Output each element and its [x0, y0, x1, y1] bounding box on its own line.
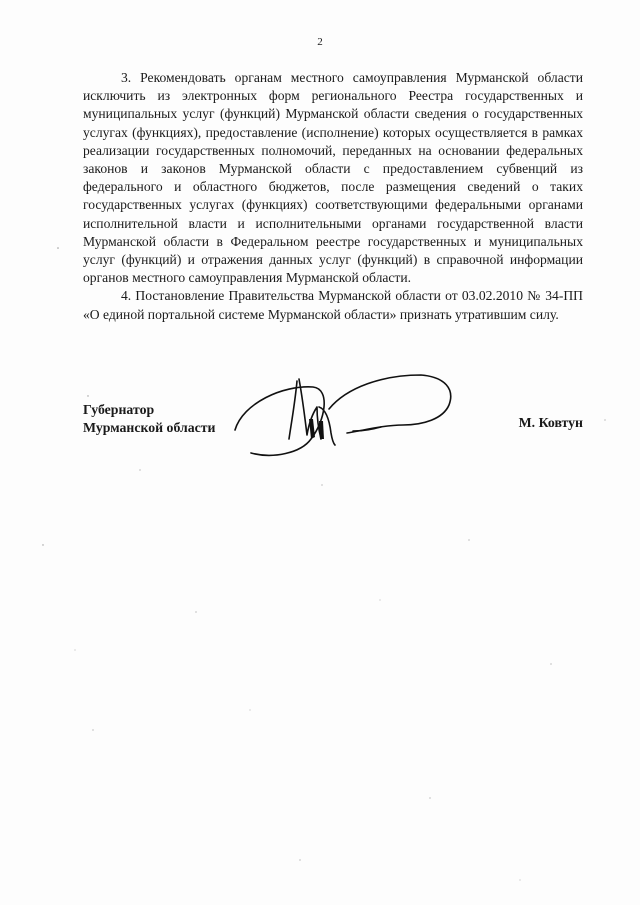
- document-body: [83, 69, 583, 324]
- paragraph-4: 4. Постановление Правительства Мурманской области от 03.02.2010 № 34-ПП «О единой портальной системе Мурманской области» признать утратившим силу.: [83, 288, 583, 322]
- handwritten-signature: [233, 373, 463, 463]
- signatory-title-line1: Губернатор: [83, 402, 155, 417]
- signatory-name: М. Ковтун: [518, 415, 583, 430]
- page-number: 2: [317, 36, 323, 48]
- paragraph-3: 3. Рекомендовать органам местного самоуправления Мурманской области исключить из электронных форм регионального Реестра государственных и муниципальных услуг (функций) Мурманской области сведения о государственных услугах (функциях), предоставление (исполнение) которых осуществляется в рамках реализации государственных полномочий, переданных на основании федеральных законов и законов Мурманской области с предоставлением субвенций из федерального и областного бюджетов, после размещения сведений о таких государственных услугах (функциях) соответствующими федеральными органами исполнительной власти и исполнительными органами государственной власти Мурманской области в Федеральном реестре государственных и муниципальных услуг (функций) и отражения данных услуг (функций) в справочной информации органов местного самоуправления Мурманской области.: [83, 70, 583, 286]
- signatory-title: [83, 401, 216, 437]
- signatory-title-line2: Мурманской области: [83, 420, 216, 435]
